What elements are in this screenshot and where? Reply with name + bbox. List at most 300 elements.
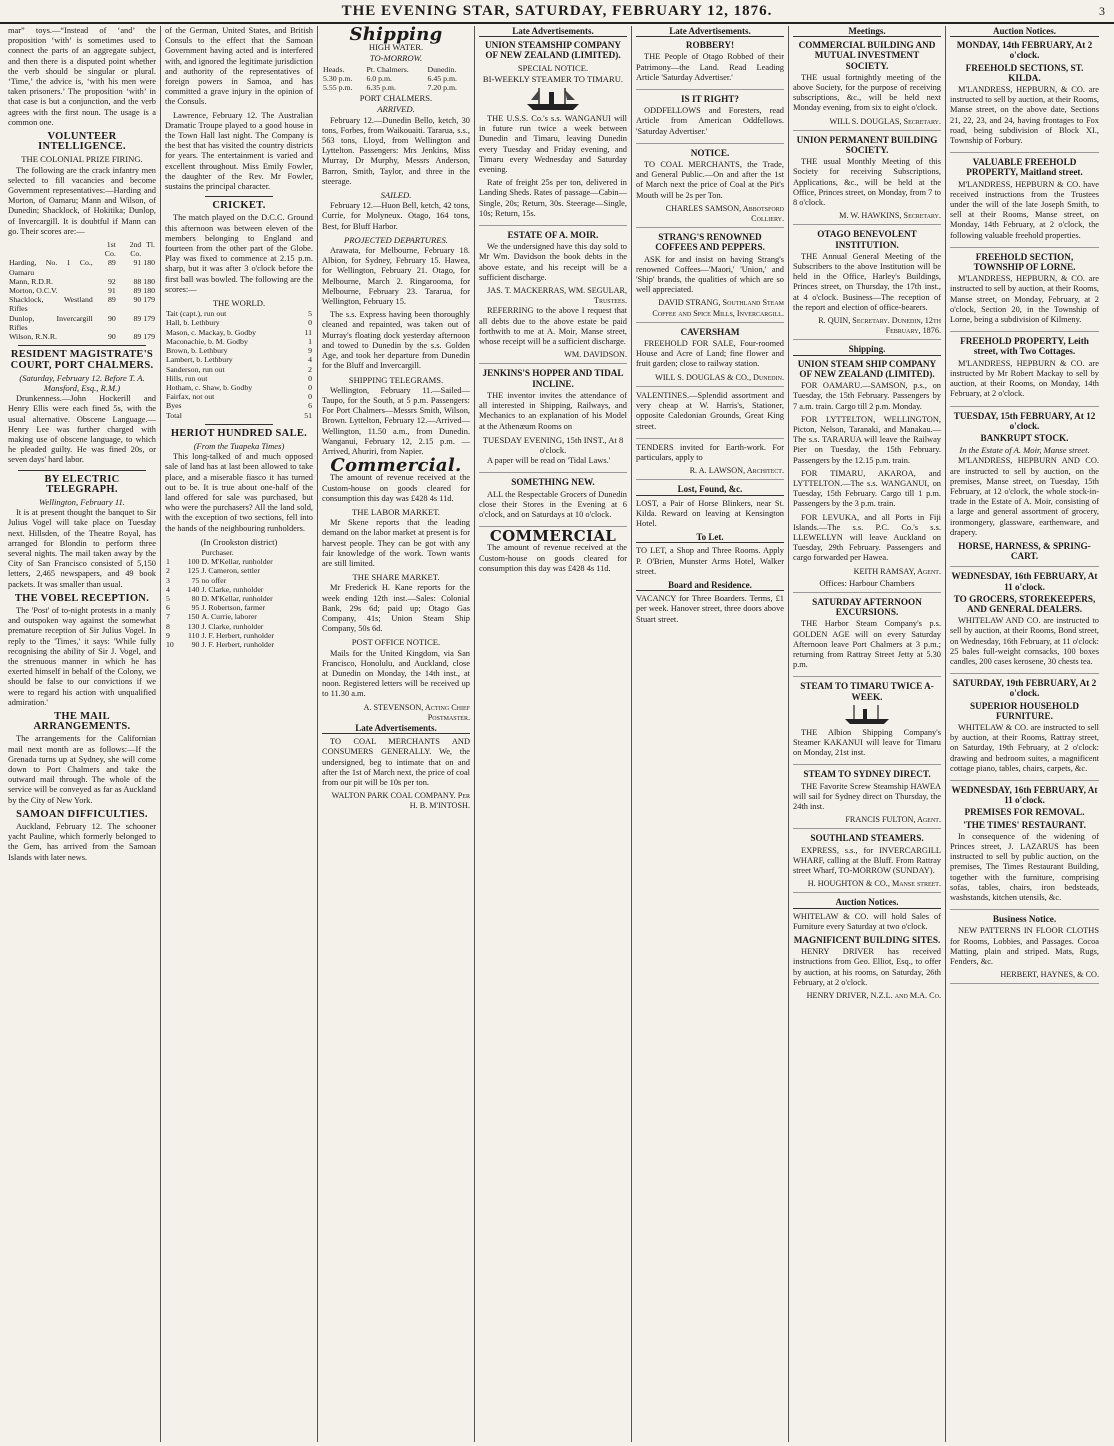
strang-text: ASK for and insist on having Strang's renowned Coffees—'Maori,' 'Union,' and 'Ship' brands, the qualities of which are so well appreciated.	[636, 254, 784, 295]
crookston-heading: (In Crookston district)	[200, 536, 278, 547]
section-no: 8	[166, 621, 170, 631]
score-value: 89	[108, 258, 116, 268]
board-text: VACANCY for Three Boarders. Terms, £1 per week. Hanover street, three doors above Stuart street.	[636, 594, 784, 624]
caversham-ad	[636, 327, 784, 387]
southland-title: SOUTHLAND STEAMERS.	[810, 833, 924, 844]
runs: 5	[308, 309, 312, 319]
telegraph-dateline: Wellington, February 11.	[39, 496, 125, 507]
heriot-row	[165, 566, 313, 575]
acres: 80	[191, 593, 200, 603]
referring-signature: WM. DAVIDSON.	[564, 350, 627, 360]
lorne-text: M'LANDRESS, HEPBURN, & CO. are instructed to sell by auction, at their Rooms, Manse street, on Monday, February, at 2 o'clock, Section 20, in the Township of Lorne, being a subdivision of Kilmeny.	[950, 274, 1099, 325]
masthead	[0, 0, 1114, 24]
acres: 130	[187, 621, 200, 631]
late-ad-text: TO COAL MERCHANTS AND CONSUMERS GENERALLY. We, the undersigned, beg to intimate that on and after the 1st of March next, the price of coal from our pit will be 10s per ton.	[322, 737, 470, 788]
heriot-row	[165, 594, 313, 603]
sydney-ad	[793, 769, 941, 829]
tide-row	[322, 74, 470, 83]
extras-label: Byes	[166, 401, 182, 411]
high-water-sub: TO-MORROW.	[369, 53, 423, 64]
something-new-ad	[479, 477, 627, 527]
ussco-title: UNION STEAM SHIP COMPANY OF NEW ZEALAND (LIMITED).	[797, 358, 937, 379]
sailed-heading: SAILED.	[380, 190, 412, 201]
section-no: 1	[166, 557, 170, 567]
sydney-title: STEAM TO SYDNEY DIRECT.	[803, 769, 931, 780]
section-no: 5	[166, 593, 170, 603]
referring-text: REFERRING to the above I request that all debts due to the above estate be paid forthwith to me at A. Moir, Manse street, whose receipt will be a sufficient discharge.	[479, 306, 627, 347]
is-it-right-ad	[636, 94, 784, 144]
column-7	[946, 26, 1103, 1442]
purchaser: J. Clarke, runholder	[201, 621, 264, 631]
batsman: Sanderson, run out	[166, 364, 225, 374]
union-sub: SPECIAL NOTICE.	[517, 62, 589, 73]
projected-heading: PROJECTED DEPARTURES.	[344, 234, 448, 245]
leith-text: M'LANDRESS, HEPBURN & CO. are instructed by Mr Robert Mackay to sell by auction, at their Rooms, on Monday, 14th February, at 2 o'clock.	[950, 358, 1099, 399]
timaru-weekly-text: THE Albion Shipping Company's Steamer KAKANUI will leave for Timaru on Monday, 21st inst.	[793, 727, 941, 758]
score-row	[8, 277, 156, 286]
wednesday-2-title: WEDNESDAY, 16th FEBRUARY, At 11 o'clock.	[951, 785, 1098, 806]
southland-signature: H. HOUGHTON & CO., Manse street.	[807, 879, 941, 889]
section-no: 10	[166, 639, 174, 649]
lost-found-heading: Lost, Found, &c.	[636, 484, 784, 495]
runs: 0	[308, 373, 312, 383]
commercial-heading: Commercial.	[330, 455, 462, 477]
heriot-row	[165, 640, 313, 649]
runs: 1	[308, 336, 312, 346]
score-header-cell	[8, 240, 94, 258]
furniture-title: SUPERIOR HOUSEHOLD FURNITURE.	[970, 700, 1079, 721]
commercial-text: The amount of revenue received at the Custom-house on goods cleared for consumption this day was £428 4s 11d.	[322, 473, 470, 503]
furniture-ad	[950, 678, 1099, 781]
shipping-ads-heading: Shipping.	[793, 344, 941, 355]
article-continuation: mar” toys.—“Instead of ‘and’ the proposition ‘with’ is sometimes used to connect the parts of an aggregate subject, and then there is a disputed point whether the verb should be singular or plural. ‘Time,’ the advice is, ‘with his men were taken prisoners.’ The proposition ‘with’ in that case is but a conjunction, and the verb agrees with the first noun. The usage is a common one.	[8, 26, 156, 127]
tide-row	[322, 83, 470, 92]
magistrate-text: Drunkenness.—John Hockerill and Henry Ellis were each fined 5s, with the usual alternative. Obscene Language.—Henry Lee was further charged with making use of obscene language, to which he pleaded guilty. He was fined 20s, or seven days' hard labor.	[8, 394, 156, 465]
runs: 4	[308, 355, 312, 365]
union-permanent-ad	[793, 135, 941, 226]
cbmi-text: THE usual fortnightly meeting of the above Society, for the purpose of receiving subscriptions, &c., will be held next Monday evening, from six to eight o'clock.	[793, 72, 941, 113]
business-title: Business Notice.	[992, 914, 1057, 925]
stkilda-title: FREEHOLD SECTIONS, ST. KILDA.	[965, 62, 1084, 83]
score-header-cell: 2nd Co.	[129, 240, 142, 259]
score-value: 92	[108, 276, 116, 286]
score-total: 180	[143, 276, 155, 286]
tide-row	[322, 65, 470, 74]
tuesday-title: TUESDAY, 15th FEBRUARY, At 12 o'clock.	[953, 410, 1096, 431]
newspaper-columns	[4, 26, 1110, 1442]
labor-text: Mr Skene reports that the leading demand on the labor market at present is for harvest people. They can be got with any fair knowledge of the work. Town wants are still limited.	[322, 518, 470, 568]
telegraph-heading: BY ELECTRIC TELEGRAPH.	[44, 473, 120, 495]
batsman: Lambert, b. Lethbury	[166, 355, 233, 365]
score-row	[165, 374, 313, 383]
union-permanent-title: UNION PERMANENT BUILDING SOCIETY.	[796, 134, 938, 156]
high-water-heading: HIGH WATER.	[368, 42, 424, 53]
purchaser: J. Robertson, farmer	[201, 603, 266, 613]
batsman: Tait (capt.), run out	[166, 309, 227, 319]
score-row	[8, 286, 156, 295]
heriot-row	[165, 585, 313, 594]
section-no: 7	[166, 612, 170, 622]
score-table	[8, 240, 156, 341]
tide-cell: 6.35 p.m.	[366, 83, 396, 93]
commercial-heading-2: COMMERCIAL	[489, 527, 617, 546]
score-name: Dunlop, Invercargill Rifles	[9, 313, 93, 332]
late-ads-heading: Late Advertisements.	[322, 723, 470, 734]
world-heading: THE WORLD.	[212, 298, 266, 309]
masthead-title: THE EVENING STAR, SATURDAY, FEBRUARY 12, 1876.	[341, 2, 773, 19]
jenkins-text-2: A paper will be read on 'Tidal Laws.'	[487, 456, 611, 466]
magistrate-heading: RESIDENT MAGISTRATE'S COURT, PORT CHALMERS.	[10, 349, 154, 371]
strang-title: STRANG'S RENOWNED COFFEES AND PEPPERS.	[655, 232, 765, 253]
volunteer-text: The following are the crack infantry men selected to fill vacancies and become Government representatives:—Harding and Morton, of Oamaru; Mann and Wilson, of Dunedin; Shacklock, of Hokitika; Dunlop, of Invercargill. It is doubtful if Mann can go. Their scores are:—	[8, 165, 156, 236]
lawrence-text: Lawrence, February 12. The Australian Dramatic Troupe played to a good house in the Town Hall last night. The Company is the best that has visited the country districts for years. The entertainment is varied and excellent throughout. Miss Emily Fowler, the daughter of the Rev. Mr Fowler, sustains the principal character.	[165, 110, 313, 192]
labor-heading: THE LABOR MARKET.	[352, 506, 440, 517]
lost-text: LOST, a Pair of Horse Blinkers, near St. Kilda. Reward on leaving at Kensington Hotel.	[636, 498, 784, 528]
batsman: Mason, c. Mackay, b. Godby	[166, 327, 257, 337]
heriot-row	[165, 557, 313, 566]
purchaser: J. F. Herbert, runholder	[201, 639, 275, 649]
acres: 110	[188, 630, 200, 640]
heriot-source: (From the Tuapeka Times)	[193, 440, 285, 451]
divider	[205, 424, 273, 425]
page-number: 3	[1099, 3, 1106, 18]
is-it-right-title: IS IT RIGHT?	[680, 94, 740, 105]
total-runs: 51	[304, 410, 312, 420]
purchaser: D. M'Kellar, runholder	[201, 593, 273, 603]
score-row	[165, 355, 313, 364]
tide-cell: Pt. Chalmers.	[366, 64, 409, 74]
batsman: Brown, b. Lethbury	[166, 346, 228, 356]
score-row	[8, 332, 156, 341]
arrived-text: February 12.—Dunedin Bello, ketch, 30 tons, Forbes, from Waikouaiti. Tararua, s.s., 563 tons, Lloyd, from Wellington and Lyttelton. Passengers: Mrs Jenkins, Miss Murray, Dr Murphy, Messrs Anderson, Barron, Smith, Taylor, and three in the steerage.	[322, 115, 470, 186]
harbour-offices: Offices: Harbour Chambers	[819, 577, 915, 588]
score-value: 90	[108, 313, 116, 323]
score-value: 89	[108, 295, 116, 305]
times-text: In consequence of the widening of Princes street, J. LAZARUS has been instructed to sell by public auction, on the premises, The Times Restaurant Building, together with the furniture, comprising sofas, tables, chairs, iron bedsteads, washstands, kitchen utensils, &c.	[950, 831, 1099, 903]
union-permanent-signature: M. W. HAWKINS, Secretary.	[839, 211, 941, 221]
share-heading: THE SHARE MARKET.	[352, 572, 440, 583]
steamer-icon	[523, 86, 583, 112]
acres: 95	[191, 603, 200, 613]
grocers-text: WHITELAW AND CO. are instructed to sell by auction, at their Rooms, Bond street, on Wednesday, 16th February, at 11 o'clock: 25 bales full-weight cornsacks, 100 boxes candles, 200 cases kerosene, 30 chests tea.	[950, 616, 1099, 666]
caversham-title: CAVERSHAM	[680, 326, 740, 337]
score-name: Morton, O.C.V.	[9, 286, 58, 296]
section-no: 4	[166, 584, 170, 594]
coal-notice-text: TO COAL MERCHANTS, the Trade, and General Public.—On and after the 1st of March next the price of Coal at the Pit's Mouth will be 2s per Ton.	[636, 160, 784, 200]
wellington-text: FOR LYTTELTON, WELLINGTON, Picton, Nelson, Taranaki, and Manakau.—The s.s. TARARUA will leave the Railway Pier on Tuesday, the 15th February. Passengers by the 12.15 p.m. train.	[793, 414, 941, 465]
divider	[205, 196, 273, 197]
sites-text: HENRY DRIVER has received instructions from Geo. Elliot, Esq., to offer by auction, at his rooms, on Saturday, 26th February, at 2 o'clock.	[793, 947, 941, 987]
section-no: 3	[166, 575, 170, 585]
tenders-signature: R. A. LAWSON, Architect.	[689, 466, 784, 476]
runs: 11	[304, 327, 312, 337]
southland-text: EXPRESS, s.s., for INVERCARGILL WHARF, calling at the Bluff. From Rattray street Wharf, TO-MORROW (SUNDAY).	[793, 845, 941, 876]
score-total: 179	[143, 295, 155, 305]
is-it-right-text: ODDFELLOWS and Foresters, read Article from American Oddfellows. 'Saturday Advertiser.'	[636, 106, 784, 136]
score-value: 89	[133, 332, 142, 342]
valuable-ad	[950, 157, 1099, 248]
score-row	[8, 314, 156, 332]
times-ad	[950, 785, 1099, 910]
runs: 0	[308, 318, 312, 328]
acres: 90	[191, 639, 200, 649]
acres: 150	[187, 612, 200, 622]
whitelaw-text: WHITELAW & CO. will hold Sales of Furniture every Saturday at two o'clock.	[793, 911, 941, 931]
tide-cell: 6.0 p.m.	[366, 73, 393, 83]
arrived-heading: ARRIVED.	[377, 104, 415, 115]
score-name: Mann, R.D.R.	[9, 276, 53, 286]
purchaser: J. F. Herbert, runholder	[201, 630, 275, 640]
strang-signature: DAVID STRANG, Southland Steam Coffee and Spice Mills, Invercargill.	[652, 298, 784, 318]
score-name: Shacklock, Westland Rifles	[9, 295, 93, 314]
grocers-title: TO GROCERS, STOREKEEPERS, AND GENERAL DEALERS.	[953, 593, 1096, 614]
telegraph-text: It is at present thought the banquet to Sir Julius Vogel will take place on Tuesday next. Hillsden, of the Theatre Royal, has arranged for Blondin to perform three several nights. The mail taken away by the City of San Francisco consisted of 5,150 letters, 2,465 newspapers, and 49 book packets. It was smaller than usual.	[8, 508, 156, 589]
column-2	[161, 26, 318, 1442]
commercial-text-2: The amount of revenue received at the Custom-house on goods cleared for consumption this day was £428 4s 11d.	[479, 543, 627, 573]
lorne-title: FREEHOLD SECTION, TOWNSHIP OF LORNE.	[973, 251, 1076, 273]
times-title: 'THE TIMES' RESTAURANT.	[963, 819, 1086, 830]
benevolent-title: OTAGO BENEVOLENT INSTITUTION.	[817, 229, 917, 250]
sites-title: MAGNIFICENT BUILDING SITES.	[793, 935, 941, 946]
robbery-title: ROBBERY!	[685, 40, 735, 51]
timaru-text: FOR TIMARU, AKAROA, and LYTTELTON.—The s.s. WANGANUI, on Tuesday, 15th February. Cargo till 1 p.m. Passengers by the 3 p.m. train.	[793, 468, 941, 509]
shipping-news: The s.s. Express having been thoroughly cleaned and repainted, was taken out of Murray's floating dock yesterday afternoon and towed to Dunedin by the s.s. Golden Age, and took her departure from Dunedin for the Bluff and Invercargill.	[322, 310, 470, 371]
score-name: Wilson, R.N.R.	[9, 332, 57, 342]
coal-notice-signature: CHARLES SAMSON, Abbotsford Colliery.	[665, 203, 784, 224]
southland-ad	[793, 833, 941, 893]
projected-text: Arawata, for Melbourne, February 18. Albion, for Sydney, February 15. Hawea, for Wellington, February 21. Otago, for Melbourne, March 2. Ringarooma, for Melbourne, February 23. Tararua, for Wellington, February 15.	[322, 246, 470, 307]
estate-signature: JAS. T. MACKERRAS, WM. SEGULAR, Trustees.	[487, 286, 627, 306]
business-signature: HERBERT, HAYNES, & CO.	[1000, 970, 1099, 980]
acres: 75	[191, 575, 200, 585]
caversham-signature: WILL S. DOUGLAS & CO., Dunedin.	[655, 372, 784, 382]
estate-ad	[479, 230, 627, 364]
furniture-text: WHITELAW & CO. are instructed to sell by auction, at their Rooms, Rattray street, on Saturday, 19th February, at 2 o'clock: drawing and bedroom suites, a magnificent cottage piano, tables, chairs, carpets, &c.	[950, 722, 1099, 773]
purchaser: A. Currie, laborer	[201, 612, 257, 622]
column-6	[789, 26, 946, 1442]
runs: 0	[308, 392, 312, 402]
ussco-ad	[793, 359, 941, 593]
post-signature: A. STEVENSON, Acting Chief Postmaster.	[363, 702, 470, 722]
levuka-text: FOR LEVUKA, and all Ports in Fiji Islands.—The s.s. P.C. Co.'s s.s. LLEWELLYN will leave Auckland on Tuesday, 29th February. Passengers and cargo forwarded per Hawea.	[793, 512, 941, 563]
cbmi-title: COMMERCIAL BUILDING AND MUTUAL INVESTMENT SOCIETY.	[798, 40, 936, 71]
column-1	[4, 26, 161, 1442]
ussco-agent: KEITH RAMSAY, Agent.	[853, 566, 941, 576]
something-new-text: ALL the Respectable Grocers of Dunedin close their Stores in the Evening at 6 o'clock, and on Saturdays at 10 o'clock.	[479, 489, 627, 519]
cricket-score-table	[165, 309, 313, 419]
bankrupt-ad	[950, 411, 1099, 568]
score-name: Harding, No. 1 Co., Oamaru	[9, 258, 93, 277]
stkilda-text: M'LANDRESS, HEPBURN, & CO. are instructed to sell by auction, at their Rooms, Manse street, on the above date, Sections 21, 22, 23, and 24, having frontages to Fox road, being subdivision of Block XI., Township of Forbury.	[950, 85, 1099, 146]
stkilda-ad	[950, 40, 1099, 153]
jenkins-text: THE inventor invites the attendance of all interested in Shipping, Railways, and Mechanics to an explanation of his Model at the Athenæum Rooms on	[479, 390, 627, 431]
runs: 2	[308, 364, 312, 374]
mail-text: The arrangements for the Californian mail next month are as follows:—If the Grenada turns up at Sydney, she will come down to Port Chalmers and take the outward mail through. The whole of the service will be conveyed as far as Auckland by the City of New York.	[8, 734, 156, 805]
ship-icon	[842, 704, 892, 726]
cricket-text: The match played on the D.C.C. Ground this afternoon was between eleven of the members belonging to England and fourteen from the other part of the Globe. Play was fixed to commence at 2.15 p.m. sharp, but it was after 3 o'clock before the first ball was bowled. The following are the scores:—	[165, 213, 313, 294]
score-row	[165, 401, 313, 410]
telegrams-text: Wellington, February 11.—Sailed—Taupo, for the South, at 5 p.m. Passengers: For Port Chalmers—Messrs Smith, Wilson, Brown. Lyttelton, February 12.—Arrived—Wellington, 11.50 a.m., from Dunedin. Wanganui, February 12, 2.15 p.m. — Arrived, Ahuriri, from Napier.	[322, 385, 470, 456]
estate-text: We the undersigned have this day sold to Mr Wm. Davidson the book debts in the above estate, and his receipt will be a sufficient discharge.	[479, 242, 627, 282]
auction-notices-heading: Auction Notices.	[793, 897, 941, 908]
coal-notice-title: NOTICE.	[690, 147, 730, 158]
sydney-text: THE Favorite Screw Steamship HAWEA will sail for Sydney direct on Thursday, the 24th inst.	[793, 781, 941, 811]
union-line: BI-WEEKLY STEAMER TO TIMARU.	[482, 73, 624, 84]
acres: 125	[187, 566, 200, 576]
telegrams-heading: SHIPPING TELEGRAMS.	[348, 374, 444, 385]
score-total: 180	[143, 286, 155, 296]
vobel-heading: THE VOBEL RECEPTION.	[14, 592, 150, 604]
jenkins-title: JENKINS'S HOPPER AND TIDAL INCLINE.	[482, 368, 624, 389]
oamaru-text: FOR OAMARU.—SAMSON, p.s., on Tuesday, the 15th February. Passengers by 7 a.m. train. Cargo till 2 p.m. Monday.	[793, 381, 941, 411]
business-ad	[950, 914, 1099, 984]
volunteer-subheading: THE COLONIAL PRIZE FIRING.	[21, 154, 143, 165]
valuable-title: VALUABLE FREEHOLD PROPERTY, Maitland street.	[966, 157, 1083, 178]
high-water-table	[322, 65, 470, 93]
score-total-row	[165, 411, 313, 420]
caversham-text: FREEHOLD FOR SALE, Four-roomed House and Acre of Land; fine flower and fruit garden; close to railway station.	[636, 339, 784, 369]
timaru-weekly-ad	[793, 681, 941, 765]
extras: 6	[308, 401, 312, 411]
score-row	[8, 258, 156, 276]
saddlery-title: HORSE, HARNESS, & SPRING-CART.	[958, 540, 1091, 562]
meetings-heading: Meetings.	[793, 26, 941, 37]
cricket-heading: CRICKET.	[212, 200, 266, 212]
lorne-ad	[950, 252, 1099, 332]
score-row	[165, 328, 313, 337]
valentines-text: VALENTINES.—Splendid assortment and very cheap at W. Harris's, Stationer, opposite Caledonian Grounds, Great King street.	[636, 390, 784, 431]
excursion-title: SATURDAY AFTERNOON EXCURSIONS.	[812, 596, 922, 618]
samoan-text: Auckland, February 12. The schooner yacht Pauline, which formerly belonged to the Gem, has arrived from the Samoan Islands with later news.	[8, 822, 156, 862]
section-no: 9	[166, 630, 170, 640]
late-ad-signature: WALTON PARK COAL COMPANY. Per H. B. M'INTOSH.	[331, 791, 470, 811]
tide-cell: 5.30 p.m.	[323, 73, 353, 83]
cbmi-signature: WILL S. DOUGLAS, Secretary.	[829, 116, 941, 126]
coal-notice-ad	[636, 148, 784, 228]
section-no: 6	[166, 603, 170, 613]
benevolent-text: THE Annual General Meeting of the Subscribers to the above Institution will be held in the Office, Harley's Buildings, Princes street, on Thursday, the 17th inst., at 4 o'clock. Business—The reception of the report and election of office-bearers.	[793, 251, 941, 312]
benevolent-ad	[793, 229, 941, 340]
score-row	[165, 346, 313, 355]
fulton-signature: FRANCIS FULTON, Agent.	[845, 815, 941, 825]
heriot-row	[165, 603, 313, 612]
driver-signature: HENRY DRIVER, N.Z.L. and M.A. Co.	[806, 991, 941, 1001]
section-no: 2	[166, 566, 170, 576]
jenkins-date: TUESDAY EVENING, 15th INST., At 8 o'clock.	[482, 434, 624, 455]
purchaser-header: Purchaser.	[201, 547, 234, 557]
score-value: 88	[133, 276, 142, 286]
heriot-header-row	[165, 548, 313, 557]
purchaser: D. M'Kellar, runholder	[201, 557, 273, 567]
leith-ad	[950, 336, 1099, 406]
score-value: 91	[133, 258, 142, 268]
score-total: 179	[143, 332, 155, 342]
acres: 100	[187, 557, 200, 567]
score-value: 90	[133, 295, 142, 305]
magistrate-subheading: (Saturday, February 12. Before T. A. Mansford, Esq., R.M.)	[19, 372, 145, 393]
saturday-title: SATURDAY, 19th FEBRUARY, At 2 o'clock.	[952, 678, 1097, 699]
union-text: THE U.S.S. Co.'s s.s. WANGANUI will in future run twice a week between Dunedin and Timaru, leaving Dunedin every Tuesday and Friday evening, and Timaru every Wednesday and Saturday evening.	[479, 114, 627, 175]
acres: 140	[187, 584, 200, 594]
mail-heading: THE MAIL ARRANGEMENTS.	[33, 711, 131, 733]
score-value: 89	[133, 313, 142, 323]
heriot-row	[165, 612, 313, 621]
tide-cell: 5.55 p.m.	[323, 83, 353, 93]
strang-ad	[636, 232, 784, 323]
batsman: Hotham, c. Shaw, b. Godby	[166, 382, 253, 392]
score-row	[165, 318, 313, 327]
samoan-continuation: of the German, United States, and British Consuls to the effect that the Samoan Government having acted and is interfered with, and ignored the legitimate jurisdiction and authority of the representatives of foreign powers in Samoa, and has committed a grave injury in the opinion of the Consuls.	[165, 26, 313, 107]
column-5	[632, 26, 789, 1442]
heriot-row	[165, 622, 313, 631]
score-value: 91	[108, 286, 116, 296]
score-row	[165, 392, 313, 401]
late-ads-heading: Late Advertisements.	[636, 26, 784, 37]
volunteer-heading: VOLUNTEER INTELLIGENCE.	[38, 131, 126, 153]
monday-title: MONDAY, 14th FEBRUARY, At 2 o'clock.	[956, 40, 1093, 61]
score-value: 90	[108, 332, 116, 342]
batsman: Maconachie, b. M. Godby	[166, 336, 248, 346]
wednesday-title: WEDNESDAY, 16th FEBRUARY, At 11 o'clock.	[951, 571, 1098, 592]
timaru-weekly-title: STEAM TO TIMARU TWICE A-WEEK.	[800, 681, 934, 702]
divider	[18, 470, 146, 471]
union-permanent-text: THE usual Monthly Meeting of this Society for receiving Subscriptions, Applications, &c., will be held at the Office, Princes street, on Monday, from 7 to 8 o'clock.	[793, 157, 941, 208]
score-row	[8, 295, 156, 313]
valentines-ad	[636, 391, 784, 439]
tide-cell: Heads.	[323, 64, 345, 74]
score-row	[165, 309, 313, 318]
port-heading: PORT CHALMERS.	[359, 93, 433, 104]
purchaser: J. Cameron, settler	[201, 566, 260, 576]
business-text: NEW PATTERNS IN FLOOR CLOTHS for Rooms, Lobbies, and Passages. Cocoa Matting, plain and striped. Mats, Rugs, Fenders, &c.	[950, 926, 1099, 967]
benevolent-signature: R. QUIN, Secretary. Dunedin, 12th February, 1876.	[818, 316, 941, 336]
total-label: Total	[166, 410, 182, 420]
union-fares: Rate of freight 25s per ton, delivered in Landing Sheds. Rates of passage—Cabin—Single, 20s; Return, 30s. Steerage—Single, 10s; Return, 15s.	[479, 178, 627, 218]
union-title: UNION STEAMSHIP COMPANY OF NEW ZEALAND (LIMITED).	[484, 40, 622, 61]
column-3	[318, 26, 475, 1442]
heriot-row	[165, 576, 313, 585]
score-total: 179	[143, 313, 155, 323]
column-4	[475, 26, 632, 1442]
heriot-heading: HERIOT HUNDRED SALE.	[170, 427, 308, 439]
cbmi-ad	[793, 40, 941, 131]
purchaser: no offer	[201, 575, 227, 585]
auction-notices-heading: Auction Notices.	[950, 26, 1099, 37]
tide-cell: 6.45 p.m.	[427, 73, 457, 83]
vobel-text: The 'Post' of to-night protests in a manly and outspoken way against the somewhat premature reception of Sir Julius Vogel. In reply to the 'Times,' it says: 'While fully recognising the ability of Sir J. Vogel, and the strenuous manner in which he has exerted himself in behalf of the Colony, we should be false to our convictions if we were to regard his action with unqualified admiration.'	[8, 605, 156, 707]
share-text: Mr Frederick H. Kane reports for the week ending 12th inst.—Sales: Colonial Bank, 29s 6d; paid up; Otago Gas Company, 41s; Union Steam Ship Company, 50s 6d.	[322, 583, 470, 634]
estate-title: ESTATE OF A. MOIR.	[507, 230, 599, 241]
bankrupt-text: M'LANDRESS, HEPBURN AND CO. are instructed to sell by auction, on the premises, Manse street, on Tuesday, 15th February, at 12 o'clock, the whole stock-in-trade in the Estate of A. Moir, consisting of a large and general assortment of grocery, ironmongery, glassware, earthenware, and drapery.	[950, 456, 1099, 537]
batsman: Hall, b. Lethbury	[166, 318, 220, 328]
grocers-ad	[950, 571, 1099, 674]
heriot-sale-table	[165, 548, 313, 649]
batsman: Hills, run out	[166, 373, 208, 383]
late-ads-heading: Late Advertisements.	[479, 26, 627, 37]
tide-cell: 7.20 p.m.	[427, 83, 457, 93]
divider	[18, 345, 146, 346]
excursion-ad	[793, 597, 941, 677]
tenders-ad	[636, 443, 784, 481]
score-row	[165, 365, 313, 374]
premises-title: PREMISES FOR REMOVAL.	[964, 807, 1085, 818]
tenders-text: TENDERS invited for Earth-work. For particulars, apply to	[636, 442, 784, 462]
board-heading: Board and Residence.	[636, 580, 784, 591]
batsman: Fairfax, not out	[166, 392, 215, 402]
leith-title: FREEHOLD PROPERTY, Leith street, with Two Cottages.	[960, 336, 1089, 357]
samoan-heading: SAMOAN DIFFICULTIES.	[16, 808, 148, 820]
heriot-text: This long-talked of and much opposed sale of land has at last been allowed to take place, and a miserable fiasco it has turned out to be. It is true about one-half of the land offered for sale was purchased, but who were the purchasers? All the land sold, with the exception of two sections, fell into the hands of the neighbouring runholders.	[165, 452, 313, 533]
